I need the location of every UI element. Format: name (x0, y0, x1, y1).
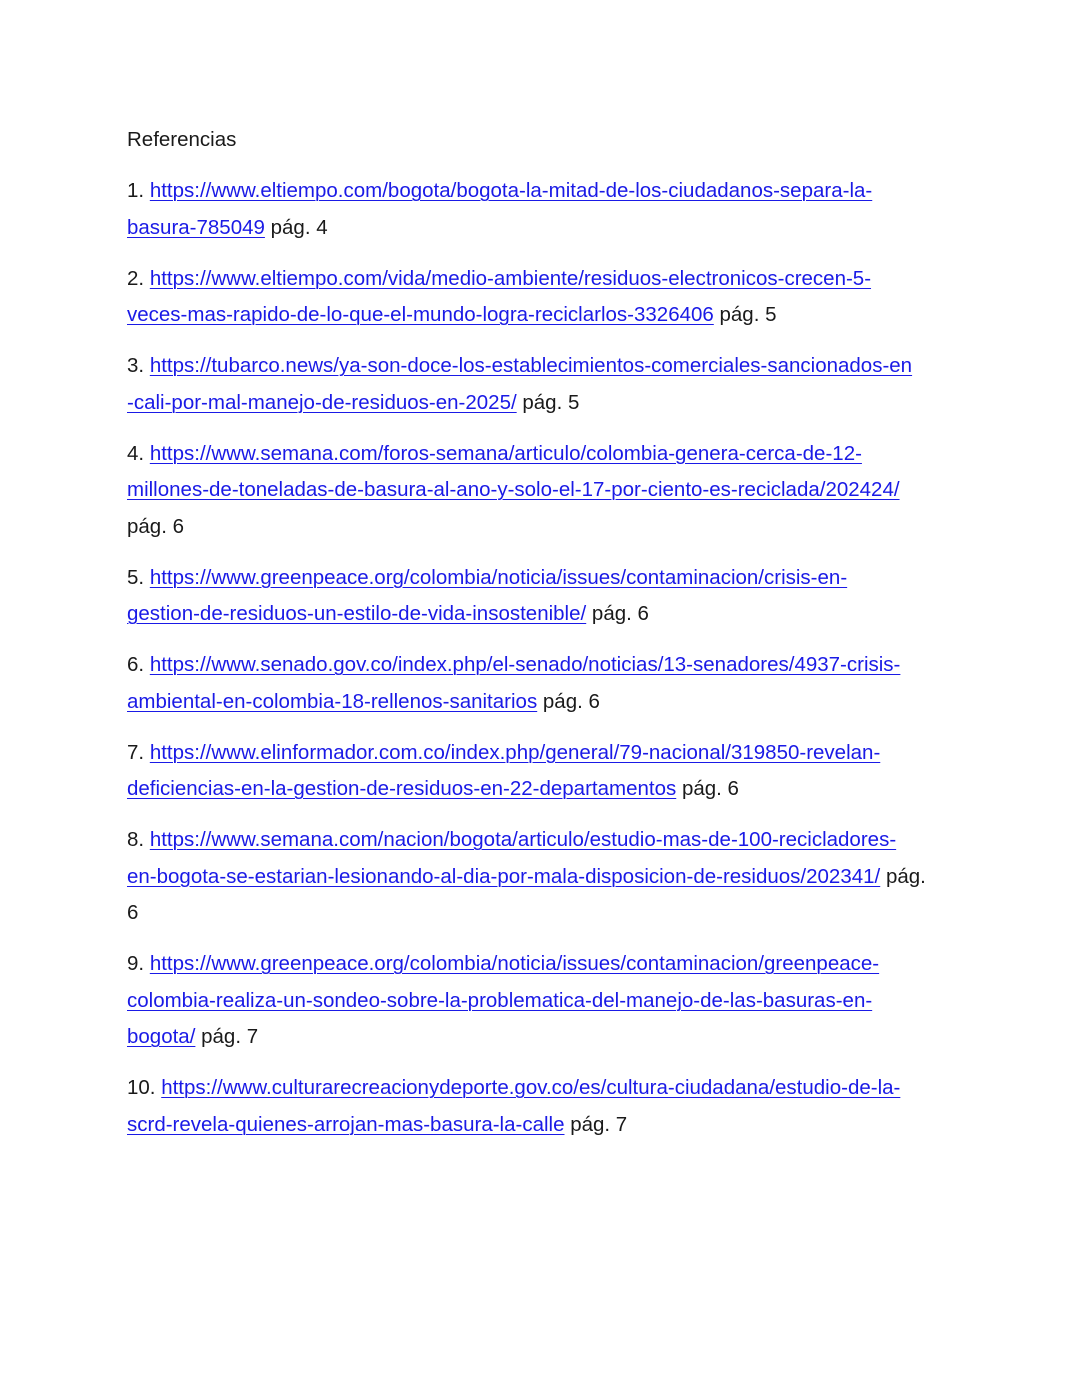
reference-number: 4. (127, 441, 145, 465)
reference-number: 2. (127, 266, 145, 290)
reference-link[interactable]: https://www.senado.gov.co/index.php/el-senado/noticias/13-senadores/4937-crisis- (149, 653, 901, 676)
reference-link[interactable]: https://www.greenpeace.org/colombia/noticia/issues/contaminacion/greenpeace- (149, 952, 880, 975)
reference-item (127, 735, 957, 808)
reference-number: 6. (127, 653, 145, 676)
reference-page: pág. 7 (201, 1025, 259, 1048)
reference-page: pág. 5 (522, 390, 580, 414)
reference-page: pág. 4 (270, 215, 328, 239)
reference-item (127, 822, 957, 932)
reference-item (127, 560, 957, 633)
reference-line (127, 647, 957, 684)
reference-line (127, 859, 957, 896)
reference-item (127, 436, 957, 546)
reference-line (127, 1070, 957, 1107)
reference-link[interactable]: https://www.culturarecreacionydeporte.gov.co/es/cultura-ciudadana/estudio-de-la- (161, 1076, 901, 1099)
reference-line (127, 210, 957, 247)
reference-link[interactable]: scrd-revela-quienes-arrojan-mas-basura-la-calle (127, 1112, 565, 1136)
reference-link[interactable]: bogota/ (127, 1025, 196, 1048)
reference-page: pág. 7 (570, 1112, 628, 1136)
reference-line (127, 1107, 957, 1144)
reference-number: 9. (127, 952, 145, 975)
reference-line (127, 472, 957, 509)
reference-link[interactable]: ambiental-en-colombia-18-rellenos-sanitarios (127, 689, 538, 713)
references-page (127, 122, 957, 1158)
reference-link[interactable]: -cali-por-mal-manejo-de-residuos-en-2025/ (127, 390, 517, 414)
reference-item (127, 261, 957, 334)
reference-link[interactable]: deficiencias-en-la-gestion-de-residuos-en-22-departamentos (127, 777, 677, 800)
reference-line (127, 1019, 957, 1056)
reference-link[interactable]: colombia-realiza-un-sondeo-sobre-la-problematica-del-manejo-de-las-basuras-en- (127, 988, 873, 1012)
reference-line (127, 596, 957, 633)
reference-page: pág. 6 (542, 689, 600, 713)
reference-page: pág. 6 (591, 602, 649, 625)
reference-line (127, 348, 957, 385)
reference-number: 1. (127, 179, 145, 202)
reference-number: 8. (127, 828, 145, 851)
references-heading: Referencias (127, 128, 237, 151)
reference-item (127, 348, 957, 421)
reference-link[interactable]: https://www.greenpeace.org/colombia/noticia/issues/contaminacion/crisis-en- (149, 565, 848, 589)
reference-link[interactable]: millones-de-toneladas-de-basura-al-ano-y-solo-el-17-por-ciento-es-reciclada/202424/ (127, 478, 900, 501)
reference-line (127, 173, 957, 210)
reference-link[interactable]: https://www.elinformador.com.co/index.php/general/79-nacional/319850-revelan- (149, 740, 881, 764)
reference-link[interactable]: veces-mas-rapido-de-lo-que-el-mundo-logra-reciclarlos-3326406 (127, 303, 714, 326)
reference-number: 7. (127, 740, 145, 764)
reference-line (127, 684, 957, 721)
reference-line (127, 436, 957, 473)
reference-page: pág. 6 (127, 514, 184, 538)
reference-line (127, 560, 957, 597)
reference-line (127, 385, 957, 422)
reference-link[interactable]: gestion-de-residuos-un-estilo-de-vida-insostenible/ (127, 602, 587, 625)
reference-link[interactable]: https://www.eltiempo.com/bogota/bogota-la-mitad-de-los-ciudadanos-separa-la- (149, 179, 873, 202)
reference-link[interactable]: https://www.semana.com/foros-semana/articulo/colombia-genera-cerca-de-12- (149, 441, 862, 465)
reference-number: 3. (127, 354, 145, 377)
reference-line (127, 735, 957, 772)
reference-line (127, 297, 957, 334)
reference-item (127, 647, 957, 720)
reference-item (127, 946, 957, 1056)
reference-number: 5. (127, 565, 145, 589)
reference-page: pág. (885, 864, 926, 888)
reference-line (127, 822, 957, 859)
reference-line (127, 771, 957, 808)
reference-item (127, 173, 957, 246)
reference-page-number: 6 (127, 901, 139, 924)
references-list (127, 173, 957, 1143)
reference-link[interactable]: https://www.eltiempo.com/vida/medio-ambiente/residuos-electronicos-crecen-5- (149, 266, 872, 290)
reference-link[interactable]: en-bogota-se-estarian-lesionando-al-dia-por-mala-disposicion-de-residuos/202341/ (127, 864, 881, 888)
reference-line (127, 946, 957, 983)
reference-link[interactable]: https://tubarco.news/ya-son-doce-los-establecimientos-comerciales-sancionados-en (149, 354, 913, 377)
reference-number: 10. (127, 1076, 156, 1099)
reference-item (127, 1070, 957, 1143)
reference-line (127, 261, 957, 298)
reference-page: pág. 5 (719, 303, 777, 326)
reference-page: pág. 6 (681, 777, 739, 800)
reference-link[interactable]: https://www.semana.com/nacion/bogota/articulo/estudio-mas-de-100-recicladores- (149, 828, 897, 851)
reference-line (127, 983, 957, 1020)
reference-link[interactable]: basura-785049 (127, 215, 265, 239)
